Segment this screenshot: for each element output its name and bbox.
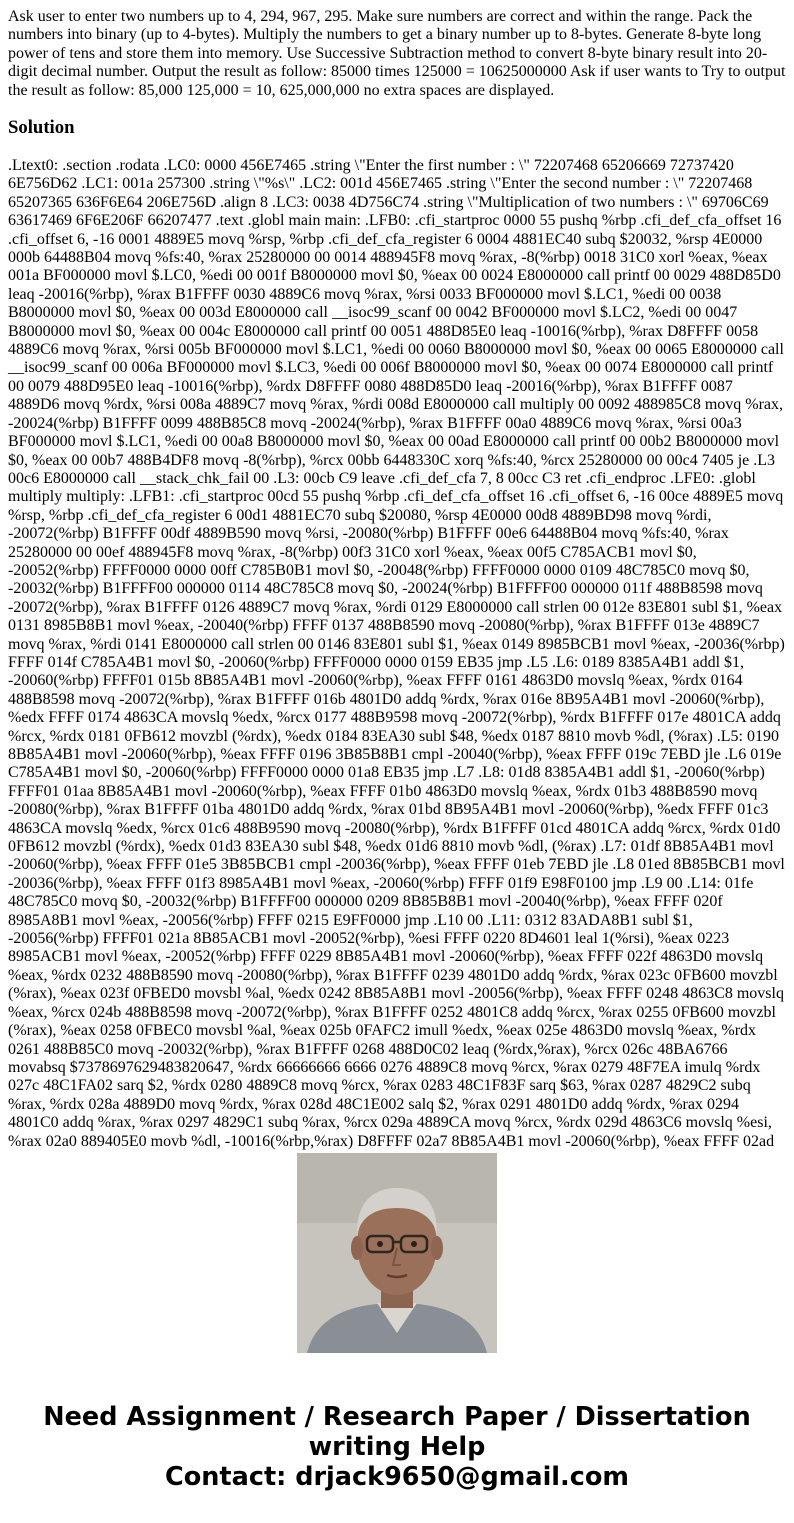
footer-contact-email: Contact: drjack9650@gmail.com <box>165 1462 629 1492</box>
author-avatar <box>297 1153 497 1353</box>
author-portrait-icon <box>297 1153 497 1353</box>
footer-line-2: writing Help <box>308 1432 486 1462</box>
footer-contact <box>0 1402 794 1492</box>
question-text: Ask user to enter two numbers up to 4, 294, 967, 295. Make sure numbers are correct and within the range. Pack the numbers into binary (up to 4-bytes). Multiply the numbers to get a binary number up to 8-bytes. Generate 8-byte long power of tens and store them into memory. Use Successive Subtraction method to convert 8-byte binary result into 20-digit decimal number. Output the result as follow: 85000 times 125000 = 10625000000 Ask if user wants to Try to output the result as follow: 85,000 125,000 = 10, 625,000,000 no extra spaces are displayed. <box>8 8 786 99</box>
assembly-listing: .Ltext0: .section .rodata .LC0: 0000 456E7465 .string \"Enter the first number : \" 72207468 65206669 72737420 6E756D62 .LC1: 001a 257300 .string \"%s\" .LC2: 001d 456E7465 .string \"Enter the second number : \" 72207468 65207365 636F6E64 206E756D .align 8 .LC3: 0038 4D756C74 .string \"Multiplication of two numbers : \" 69706C69 63617469 6F6E206F 66207477 .text .globl main main: .LFB0: .cfi_startproc 0000 55 pushq %rbp .cfi_def_cfa_offset 16 .cfi_offset 6, -16 0001 4889E5 movq %rsp, %rbp .cfi_def_cfa_register 6 0004 4881EC40 subq $20032, %rsp 4E0000 000b 64488B04 movq %fs:40, %rax 25280000 00 0014 488945F8 movq %rax, -8(%rbp) 0018 31C0 xorl %eax, %eax 001a BF000000 movl $.LC0, %edi 00 001f B8000000 movl $0, %eax 00 0024 E8000000 call printf 00 0029 488D85D0 leaq -20016(%rbp), %rax B1FFFF 0030 4889C6 movq %rax, %rsi 0033 BF000000 movl $.LC1, %edi 00 0038 B8000000 movl $0, %eax 00 003d E8000000 call __isoc99_scanf 00 0042 BF000000 movl $.LC2, %edi 00 0047 B8000000 movl $0, %eax 00 004c E8000000 call printf 00 0051 488D85E0 leaq -10016(%rbp), %rax D8FFFF 0058 4889C6 movq %rax, %rsi 005b BF000000 movl $.LC1, %edi 00 0060 B8000000 movl $0, %eax 00 0065 E8000000 call __isoc99_scanf 00 006a BF000000 movl $.LC3, %edi 00 006f B8000000 movl $0, %eax 00 0074 E8000000 call printf 00 0079 488D95E0 leaq -10016(%rbp), %rdx D8FFFF 0080 488D85D0 leaq -20016(%rbp), %rax B1FFFF 0087 4889D6 movq %rdx, %rsi 008a 4889C7 movq %rax, %rdi 008d E8000000 call multiply 00 0092 488985C8 movq %rax, -20024(%rbp) B1FFFF 0099 488B85C8 movq -20024(%rbp), %rax B1FFFF 00a0 4889C6 movq %rax, %rsi 00a3 BF000000 movl $.LC1, %edi 00 00a8 B8000000 movl $0, %eax 00 00ad E8000000 call printf 00 00b2 B8000000 movl $0, %eax 00 00b7 488B4DF8 movq -8(%rbp), %rcx 00bb 6448330C xorq %fs:40, %rcx 25280000 00 00c4 7405 je .L3 00c6 E8000000 call __stack_chk_fail 00 .L3: 00cb C9 leave .cfi_def_cfa 7, 8 00cc C3 ret .cfi_endproc .LFE0: .globl multiply multiply: .LFB1: .cfi_startproc 00cd 55 pushq %rbp .cfi_def_cfa_offset 16 .cfi_offset 6, -16 00ce 4889E5 movq %rsp, %rbp .cfi_def_cfa_register 6 00d1 4881EC70 subq $20080, %rsp 4E0000 00d8 4889BD98 movq %rdi, -20072(%rbp) B1FFFF 00df 4889B590 movq %rsi, -20080(%rbp) B1FFFF 00e6 64488B04 movq %fs:40, %rax 25280000 00 00ef 488945F8 movq %rax, -8(%rbp) 00f3 31C0 xorl %eax, %eax 00f5 C785ACB1 movl $0, -20052(%rbp) FFFF0000 0000 00ff C785B0B1 movl $0, -20048(%rbp) FFFF0000 0000 0109 48C785C0 movq $0, -20032(%rbp) B1FFFF00 000000 0114 48C785C8 movq $0, -20024(%rbp) B1FFFF00 000000 011f 488B8598 movq -20072(%rbp), %rax B1FFFF 0126 4889C7 movq %rax, %rdi 0129 E8000000 call strlen 00 012e 83E801 subl $1, %eax 0131 8985B8B1 movl %eax, -20040(%rbp) FFFF 0137 488B8590 movq -20080(%rbp), %rax B1FFFF 013e 4889C7 movq %rax, %rdi 0141 E8000000 call strlen 00 0146 83E801 subl $1, %eax 0149 8985BCB1 movl %eax, -20036(%rbp) FFFF 014f C785A4B1 movl $0, -20060(%rbp) FFFF0000 0000 0159 EB35 jmp .L5 .L6: 0189 8385A4B1 addl $1, -20060(%rbp) FFFF01 015b 8B85A4B1 movl -20060(%rbp), %eax FFFF 0161 4863D0 movslq %eax, %rdx 0164 488B8598 movq -20072(%rbp), %rax B1FFFF 016b 4801D0 addq %rdx, %rax 016e 8B95A4B1 movl -20060(%rbp), %edx FFFF 0174 4863CA movslq %edx, %rcx 0177 488B9598 movq -20072(%rbp), %rdx B1FFFF 017e 4801CA addq %rcx, %rdx 0181 0FB612 movzbl (%rdx), %edx 0184 83EA30 subl $48, %edx 0187 8810 movb %dl, (%rax) .L5: 0190 8B85A4B1 movl -20060(%rbp), %eax FFFF 0196 3B85B8B1 cmpl -20040(%rbp), %eax FFFF 019c 7EBD jle .L6 019e C785A4B1 movl $0, -20060(%rbp) FFFF0000 0000 01a8 EB35 jmp .L7 .L8: 01d8 8385A4B1 addl $1, -20060(%rbp) FFFF01 01aa 8B85A4B1 movl -20060(%rbp), %eax FFFF 01b0 4863D0 movslq %eax, %rdx 01b3 488B8590 movq -20080(%rbp), %rax B1FFFF 01ba 4801D0 addq %rdx, %rax 01bd 8B95A4B1 movl -20060(%rbp), %edx FFFF 01c3 4863CA movslq %edx, %rcx 01c6 488B9590 movq -20080(%rbp), %rdx B1FFFF 01cd 4801CA addq %rcx, %rdx 01d0 0FB612 movzbl (%rdx), %edx 01d3 83EA30 subl $48, %edx 01d6 8810 movb %dl, (%rax) .L7: 01df 8B85A4B1 movl -20060(%rbp), %eax FFFF 01e5 3B85BCB1 cmpl -20036(%rbp), %eax FFFF 01eb 7EBD jle .L8 01ed 8B85BCB1 movl -20036(%rbp), %eax FFFF 01f3 8985A4B1 movl %eax, -20060(%rbp) FFFF 01f9 E98F0100 jmp .L9 00 .L14: 01fe 48C785C0 movq $0, -20032(%rbp) B1FFFF00 000000 0209 8B85B8B1 movl -20040(%rbp), %eax FFFF 020f 8985A8B1 movl %eax, -20056(%rbp) FFFF 0215 E9FF0000 jmp .L10 00 .L11: 0312 83ADA8B1 subl $1, -20056(%rbp) FFFF01 021a 8B85ACB1 movl -20052(%rbp), %esi FFFF 0220 8D4601 leal 1(%rsi), %eax 0223 8985ACB1 movl %eax, -20052(%rbp) FFFF 0229 8B85A4B1 movl -20060(%rbp), %eax FFFF 022f 4863D0 movslq %eax, %rdx 0232 488B8590 movq -20080(%rbp), %rax B1FFFF 0239 4801D0 addq %rdx, %rax 023c 0FB600 movzbl (%rax), %eax 023f 0FBED0 movsbl %al, %edx 0242 8B85A8B1 movl -20056(%rbp), %eax FFFF 0248 4863C8 movslq %eax, %rcx 024b 488B8598 movq -20072(%rbp), %rax B1FFFF 0252 4801C8 addq %rcx, %rax 0255 0FB600 movzbl (%rax), %eax 0258 0FBEC0 movsbl %al, %eax 025b 0FAFC2 imull %edx, %eax 025e 4863D0 movslq %eax, %rdx 0261 488B85C0 movq -20032(%rbp), %rax B1FFFF 0268 488D0C02 leaq (%rdx,%rax), %rcx 026c 48BA6766 movabsq $7378697629483820647, %rdx 66666666 6666 0276 4889C8 movq %rcx, %rax 0279 48F7EA imulq %rdx 027c 48C1FA02 sarq $2, %rdx 0280 4889C8 movq %rcx, %rax 0283 48C1F83F sarq $63, %rax 0287 4829C2 subq %rax, %rdx 028a 4889D0 movq %rdx, %rax 028d 48C1E002 salq $2, %rax 0291 4801D0 addq %rdx, %rax 0294 4801C0 addq %rax, %rax 0297 4829C1 subq %rax, %rcx 029a 4889CA movq %rcx, %rdx 029d 4863C6 movslq %esi, %rax 02a0 889405E0 movb %dl, -10016(%rbp,%rax) D8FFFF 02a7 8B85A4B1 movl -20060(%rbp), %eax FFFF 02ad <box>8 157 785 1150</box>
footer-line-1: Need Assignment / Research Paper / Dissertation <box>43 1402 751 1432</box>
solution-heading: Solution <box>8 117 75 138</box>
